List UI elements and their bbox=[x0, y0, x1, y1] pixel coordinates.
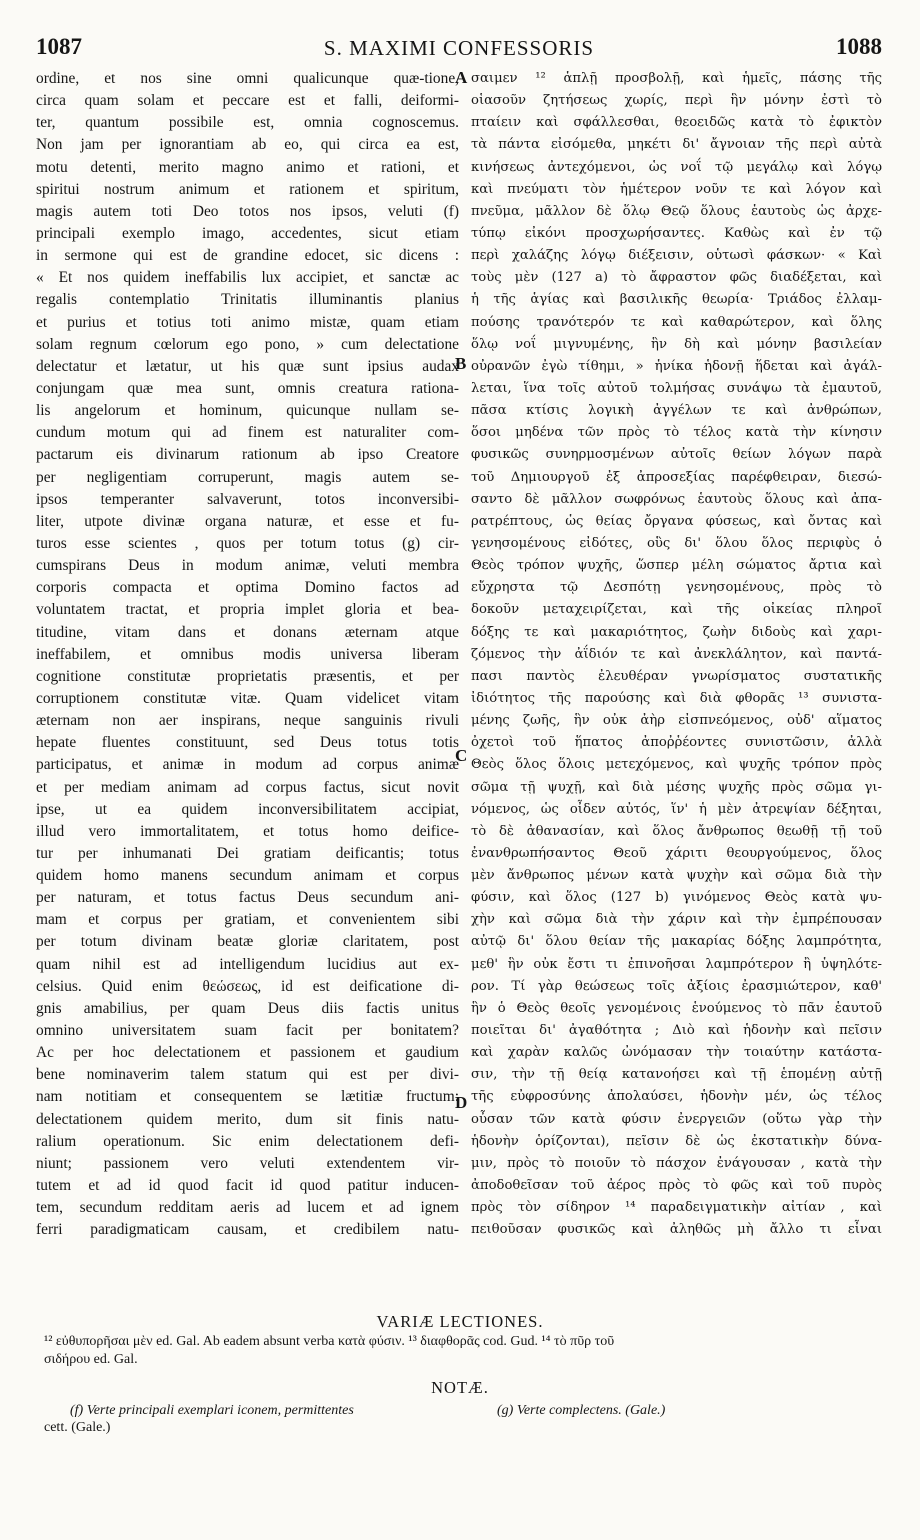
latin-text-line: æternam non aer inspirans, neque sanguinis rivuli bbox=[36, 712, 459, 730]
latin-text-line: lis angelorum et hominum, quicunque nullam se- bbox=[36, 402, 459, 420]
latin-text-line: turos esse scientes , quos per totum totus (g) cir- bbox=[36, 534, 459, 552]
latin-text-line: participatus, et animæ in modum ad corpus animæ bbox=[36, 756, 459, 774]
greek-text-line: οὐρανῶν ἐγὼ τίθημι, » ἡνίκα ἡδονῇ ἥδεται καὶ ἀγάλ- bbox=[471, 358, 882, 374]
greek-text-line: τὸ δὲ ἀθανασίαν, καὶ ὅλος ἄνθρωπος θεωθῇ τῇ τοῦ bbox=[471, 823, 882, 839]
greek-text-line: πρὸς τὸν σίδηρον ¹⁴ παραδειγματικὴν αἰτίαν , καὶ bbox=[471, 1200, 882, 1216]
greek-text-line: καὶ πνεύματι τὸν ἡμέτερον νοῦν τε καὶ λόγον καὶ bbox=[471, 181, 882, 197]
latin-text-line: et purius et totius toti animo mistæ, quam etiam bbox=[36, 313, 459, 331]
latin-text-line: ferri paradigmaticam causam, et credibilem natu- bbox=[36, 1221, 459, 1239]
greek-text-line: ὅσοι μηδένα τῶν πρὸς τὸ τέλος κατὰ τὴν κίνησιν bbox=[471, 425, 882, 441]
greek-text-line: τὰ πάντα εἰσόμεθα, μηκέτι δι' ἄγνοιαν τῆς περὶ αὐτὰ bbox=[471, 137, 882, 153]
greek-text-line: οἱασοῦν ζητήσεως χωρίς, περὶ ἣν μόνην ἐστὶ τὸ bbox=[471, 93, 882, 109]
latin-text-line: mam et corpus per gratiam, et convenientem sibi bbox=[36, 911, 459, 929]
latin-text-line: solam regnum cœlorum ego pono, » cum delectatione bbox=[36, 335, 459, 353]
latin-text-line: et per mediam animam ad corpus factus, sicut novit bbox=[36, 778, 459, 796]
latin-text-line: spiritui nostrum animum et rationem et spiritum, bbox=[36, 180, 459, 198]
greek-text-line: ἡ τῆς ἁγίας καὶ βασιλικῆς θεωρία· Τριάδος ἐλλαμ- bbox=[471, 292, 882, 308]
greek-text-line: ρον. Τί γὰρ θεώσεως τοῖς ἀξίοις ἐρασμιώτερον, καθ' bbox=[471, 978, 882, 994]
greek-text-line: τῆς εὐφροσύνης ἀπολαύσει, ἡδονὴν μέν, ὡς τέλος bbox=[471, 1089, 882, 1105]
latin-text-line: ordine, et nos sine omni qualicunque quæ-tione, bbox=[36, 70, 459, 87]
latin-text-line: Ac per hoc delectationem et passionem et gaudium bbox=[36, 1044, 459, 1062]
latin-text-line: cundum motum qui ad finem est naturaliter com- bbox=[36, 424, 459, 442]
latin-text-line: in sermone qui est de grandine edocet, sic dicens : bbox=[36, 247, 459, 265]
latin-text-line: illud vero immortalitatem, et totus homo deifice- bbox=[36, 822, 459, 840]
latin-text-line: tem, secundum redditam aeris ad lucem et ad ignem bbox=[36, 1199, 459, 1217]
latin-text-line: corruptionem constitutæ vitæ. Quam videlicet vitam bbox=[36, 689, 459, 707]
greek-text-line: πνεῦμα, μᾶλλον δὲ ὅλῳ Θεῷ ὅλους ἑαυτοὺς ὡς ἀρχε- bbox=[471, 203, 882, 219]
right-page-number: 1088 bbox=[836, 34, 882, 59]
latin-text-line: « Et nos quidem ineffabilis lux accipiet, et sanctæ ac bbox=[36, 269, 459, 287]
greek-text-line: οὖσαν τῶν κατὰ φύσιν ἐνεργειῶν (οὕτω γὰρ τὴν bbox=[471, 1111, 882, 1127]
greek-text-line: φύσιν, καὶ ὅλος (127 b) γινόμενος Θεὸς κατὰ ψυ- bbox=[471, 890, 882, 906]
latin-text-line: nam notitiam et consequentem se lætitiæ fructum: bbox=[36, 1088, 459, 1106]
latin-text-line: delectatur et lætatur, ut his quæ sunt ipsius audax bbox=[36, 357, 459, 375]
greek-text-line: χὴν καὶ σῶμα διὰ τὴν χάριν καὶ τὴν ἐμπρέπουσαν bbox=[471, 912, 882, 928]
latin-text-line: quidem homo manens secundum animam et corpus bbox=[36, 867, 459, 885]
latin-text-line: liter, utpote divinæ organa naturæ, et esse et fu- bbox=[36, 512, 459, 530]
latin-text-line: conjungam quæ mea sunt, omnis creatura rationa- bbox=[36, 379, 459, 397]
latin-text-line: bene nominaverim talem statum qui est per divi- bbox=[36, 1066, 459, 1084]
latin-text-line: motu detenti, merito magno animo et rationi, et bbox=[36, 158, 459, 176]
section-marker-c: C bbox=[455, 746, 468, 765]
latin-text-line: corporis compacta et optima Domino factos ad bbox=[36, 579, 459, 597]
greek-text-line: ὅλῳ νοΐ μιγνυμένης, ἣν δὴ καὶ μόνην βασιλείαν bbox=[471, 336, 882, 352]
notae-title: NOTÆ. bbox=[431, 1378, 489, 1397]
latin-text-line: niunt; passionem vero veluti extendentem vir- bbox=[36, 1154, 459, 1172]
greek-text-line: πειθοῦσαν φυσικῶς καὶ ἀληθῶς μὴ ἄλλο τι εἶναι bbox=[471, 1222, 882, 1238]
greek-text-line: τοὺς μὲν (127 a) τὸ ἄφραστον φῶς διαδέξεται, καὶ bbox=[471, 270, 882, 286]
variae-lectiones-title: VARIÆ LECTIONES. bbox=[376, 1312, 544, 1331]
greek-column bbox=[471, 68, 882, 1241]
running-title: S. MAXIMI CONFESSORIS bbox=[323, 36, 595, 60]
greek-text-line: σιν, τὴν τῇ θείᾳ κατανοήσει καὶ τῇ ἑπομένῃ αὐτῇ bbox=[471, 1067, 882, 1083]
greek-text-line: δόξης τε καὶ μακαριότητος, ζωὴν διδοὺς καὶ χαρι- bbox=[471, 624, 882, 640]
latin-text-line: magis autem toti Deo totos nos ipsos, veluti (f) bbox=[36, 202, 459, 220]
greek-text-line: περὶ χαλάζης λόγῳ διέξεισιν, οὑτωσὶ φάσκων· « Καὶ bbox=[471, 248, 882, 264]
latin-text-line: circa quam solam et peccare est et falli, deiformi- bbox=[36, 92, 459, 110]
greek-text-line: ἐνανθρωπήσαντος Θεοῦ χάριτι θεουργούμενος, ὅλος bbox=[471, 845, 882, 861]
latin-text-line: tur per inhumanati Dei gratiam deificantis; totus bbox=[36, 844, 459, 862]
latin-text-line: ineffabilem, et omnibus modis universa liberam bbox=[36, 645, 459, 663]
greek-text-line: ὀχετοὶ τοῦ ἥπατος ἀποῤῥέοντες συνιστῶσιν, ἀλλὰ bbox=[471, 735, 882, 751]
greek-text-line: πασι παντὸς ἐλευθέραν γνωρίσματος συστατικῆς bbox=[471, 668, 882, 684]
note-f-line-2: cett. (Gale.) bbox=[44, 1420, 111, 1435]
greek-text-line: φυσικῶς συνηρμοσμένων αὐτοῖς θείων λόγων παρὰ bbox=[471, 447, 882, 463]
latin-text-line: celsius. Quid enim θεώσεως, id est deificatione di- bbox=[36, 977, 459, 995]
latin-text-line: Non jam per ignorantiam ab eo, qui circa ea est, bbox=[36, 136, 459, 154]
latin-text-line: quam nihil est ad intelligendum lucidius aut ex- bbox=[36, 955, 459, 973]
greek-text-line: γενησομένους εἰδότες, οὓς δι' ὅλου ὅλος περιφὺς ὁ bbox=[471, 535, 882, 551]
latin-text-line: cognitione constitutæ proprietatis præsentis, et per bbox=[36, 667, 459, 685]
greek-text-line: ποιεῖται δι' ἀγαθότητα ; Διὸ καὶ ἡδονὴν καὶ πεῖσιν bbox=[471, 1023, 882, 1039]
greek-text-line: μιν, πρὸς τὸ ποιοῦν τὸ πάσχον ἐνάγουσαν , κατὰ τὴν bbox=[471, 1155, 882, 1171]
greek-text-line: ἀποδοθεῖσαν τοῦ ἀέρος πρὸς τὸ φῶς καὶ τοῦ πυρὸς bbox=[471, 1178, 882, 1194]
page-header bbox=[36, 34, 882, 64]
greek-text-line: τοῦ Δημιουργοῦ ἐξ ἀπροσεξίας παρέφθειραν, διεσώ- bbox=[471, 469, 882, 485]
greek-text-line: τύπῳ εἰκόνι προσχωρήσαντες. Καθὼς καὶ ἐν τῷ bbox=[471, 225, 882, 241]
greek-text-line: αὐτῷ δι' ὅλου θείαν τῆς μακαρίας δόξης λαμπρότητα, bbox=[471, 934, 882, 950]
latin-text-line: ter, quantum possibile est, omnia cognoscemus. bbox=[36, 114, 459, 132]
latin-text-line: principali exemplo imago, accedentes, sicut etiam bbox=[36, 224, 459, 242]
variae-line-1: ¹² εὐθυπορῆσαι μὲν ed. Gal. Ab eadem absunt verba κατὰ φύσιν. ¹³ διαφθορᾶς cod. Gud. ¹⁴ τὸ πῦρ τοῦ bbox=[44, 1334, 615, 1349]
greek-text-line: Θεὸς τρόπον ψυχῆς, ὥσπερ μέλη σώματος ἄρτια καὶ bbox=[471, 558, 882, 574]
greek-text-line: πούσης τρανότερόν τε καὶ καθαρώτερον, καὶ ὅλης bbox=[471, 314, 882, 330]
greek-text-line: Θεὸς ὅλος ὅλοις μετεχόμενος, καὶ ψυχῆς τρόπον πρὸς bbox=[471, 757, 882, 773]
latin-text-line: per naturam, et totus factus Deus secundum ani- bbox=[36, 889, 459, 907]
section-marker-a: A bbox=[455, 68, 468, 87]
greek-text-line: μὲν ἄνθρωπος μένων κατὰ ψυχὴν καὶ σῶμα διὰ τὴν bbox=[471, 868, 882, 884]
latin-text-line: voluntatem tractat, et propria implet gloria et bea- bbox=[36, 601, 459, 619]
greek-text-line: σαντο δὲ μᾶλλον σωφρόνως ἑαυτοὺς ὅλους καὶ ἀπα- bbox=[471, 491, 882, 507]
greek-text-line: μένης ζωῆς, ἣν οὐκ ἀὴρ εἰσπνεόμενος, οὐδ' αἵματος bbox=[471, 713, 882, 729]
greek-text-line: δοκοῦν μεταχειρίζεται, καὶ τῆς οἰκείας πληροῖ bbox=[471, 602, 882, 618]
greek-text-line: κινήσεως ἀντεχόμενοι, ὡς νοΐ τῷ μεγάλῳ καὶ λόγῳ bbox=[471, 159, 882, 175]
greek-text-line: ἣν ὁ Θεὸς θεοῖς γενομένοις ἑνούμενος τὸ πᾶν ἑαυτοῦ bbox=[471, 1000, 882, 1016]
greek-text-line: ρατρέπτους, ὡς θείας ὄργανα φύσεως, καὶ ὄντας καὶ bbox=[471, 513, 882, 529]
note-f-line-1: (f) Verte principali exemplari iconem, permittentes bbox=[70, 1403, 354, 1418]
latin-text-line: cumspirans Deus in modum animæ, veluti membra bbox=[36, 557, 459, 575]
latin-text-line: regalis contemplatio Trinitatis illuminantis planius bbox=[36, 291, 459, 309]
greek-text-line: ζόμενος τὴν ἀΐδιόν τε καὶ ἀνεκλάλητον, καὶ παντά- bbox=[471, 646, 882, 662]
latin-text-line: hepate fluentes constituunt, sed Deus totus totis bbox=[36, 734, 459, 752]
latin-text-line: delectationem quidem merito, dum sit finis natu- bbox=[36, 1110, 459, 1128]
greek-text-line: καὶ χαρὰν καλῶς ὠνόμασαν τὴν τοιαύτην κατάστα- bbox=[471, 1045, 882, 1061]
note-g: (g) Verte complectens. (Gale.) bbox=[497, 1403, 666, 1418]
greek-text-line: σῶμα τῇ ψυχῇ, καὶ διὰ μέσης ψυχῆς πρὸς σῶμα γι- bbox=[471, 779, 882, 795]
latin-text-line: per negligentiam corruperunt, magis autem se- bbox=[36, 468, 459, 486]
section-marker-b: B bbox=[455, 354, 467, 373]
latin-text-line: titudine, vitam dans et donans æternam atque bbox=[36, 623, 459, 641]
greek-text-line: μεθ' ἣν οὐκ ἔστι τι ἐπινοῆσαι λαμπρότερον ἢ ὑψηλότε- bbox=[471, 956, 882, 972]
greek-text-line: σαιμεν ¹² ἁπλῇ προσβολῇ, καὶ ἡμεῖς, πάσης τῆς bbox=[471, 71, 882, 86]
latin-text-line: gnis amabilius, per quam Deus diis factis unitus bbox=[36, 999, 459, 1017]
latin-text-line: per totum divinam beatæ gloriæ claritatem, post bbox=[36, 933, 459, 951]
variae-line-2: σιδήρου ed. Gal. bbox=[44, 1352, 138, 1367]
latin-text-line: pactarum eis divinarum rationum ab ipso Creatore bbox=[36, 446, 459, 464]
latin-text-line: ipse, ut ea quidem inconversibilitatem accipiat, bbox=[36, 800, 459, 818]
latin-text-line: ralium operationum. Sic enim delectationem defi- bbox=[36, 1132, 459, 1150]
latin-text-line: omnino universitatem suam facit per bonitatem? bbox=[36, 1022, 459, 1040]
greek-text-line: νόμενος, ὡς οἶδεν αὐτός, ἵν' ἡ μὲν ἀτρεψίαν δέξηται, bbox=[471, 801, 882, 817]
latin-text-line: tutem et ad id quod facit id quod patitur inducen- bbox=[36, 1177, 459, 1195]
greek-text-line: πᾶσα κτίσις λογικὴ ἀγγέλων τε καὶ ἀνθρώπων, bbox=[471, 403, 882, 419]
section-marker-d: D bbox=[455, 1093, 468, 1112]
latin-text-line: ipsos temperanter salvaverunt, totos inconversibi- bbox=[36, 490, 459, 508]
greek-text-line: εὔχρηστα τῷ Δεσπότῃ γενησομένους, πρὸς τὸ bbox=[471, 580, 882, 596]
greek-text-line: πταίειν καὶ σφάλλεσθαι, θεοειδῶς κατὰ τὸ ἐφικτὸν bbox=[471, 115, 882, 131]
greek-text-line: ἡδονὴν ὁρίζονται), πεῖσιν δὲ ὡς ἐκστατικὴν δύνα- bbox=[471, 1133, 882, 1149]
greek-text-line: λεται, ἵνα τοῖς αὐτοῦ τολμήσας συνάψω τὰ ἐμαυτοῦ, bbox=[471, 380, 882, 396]
latin-column bbox=[36, 68, 459, 1241]
greek-text-line: ἰδιότητος τῆς παρούσης καὶ διὰ φθορᾶς ¹³ συνιστα- bbox=[471, 690, 882, 706]
left-page-number: 1087 bbox=[36, 34, 82, 59]
